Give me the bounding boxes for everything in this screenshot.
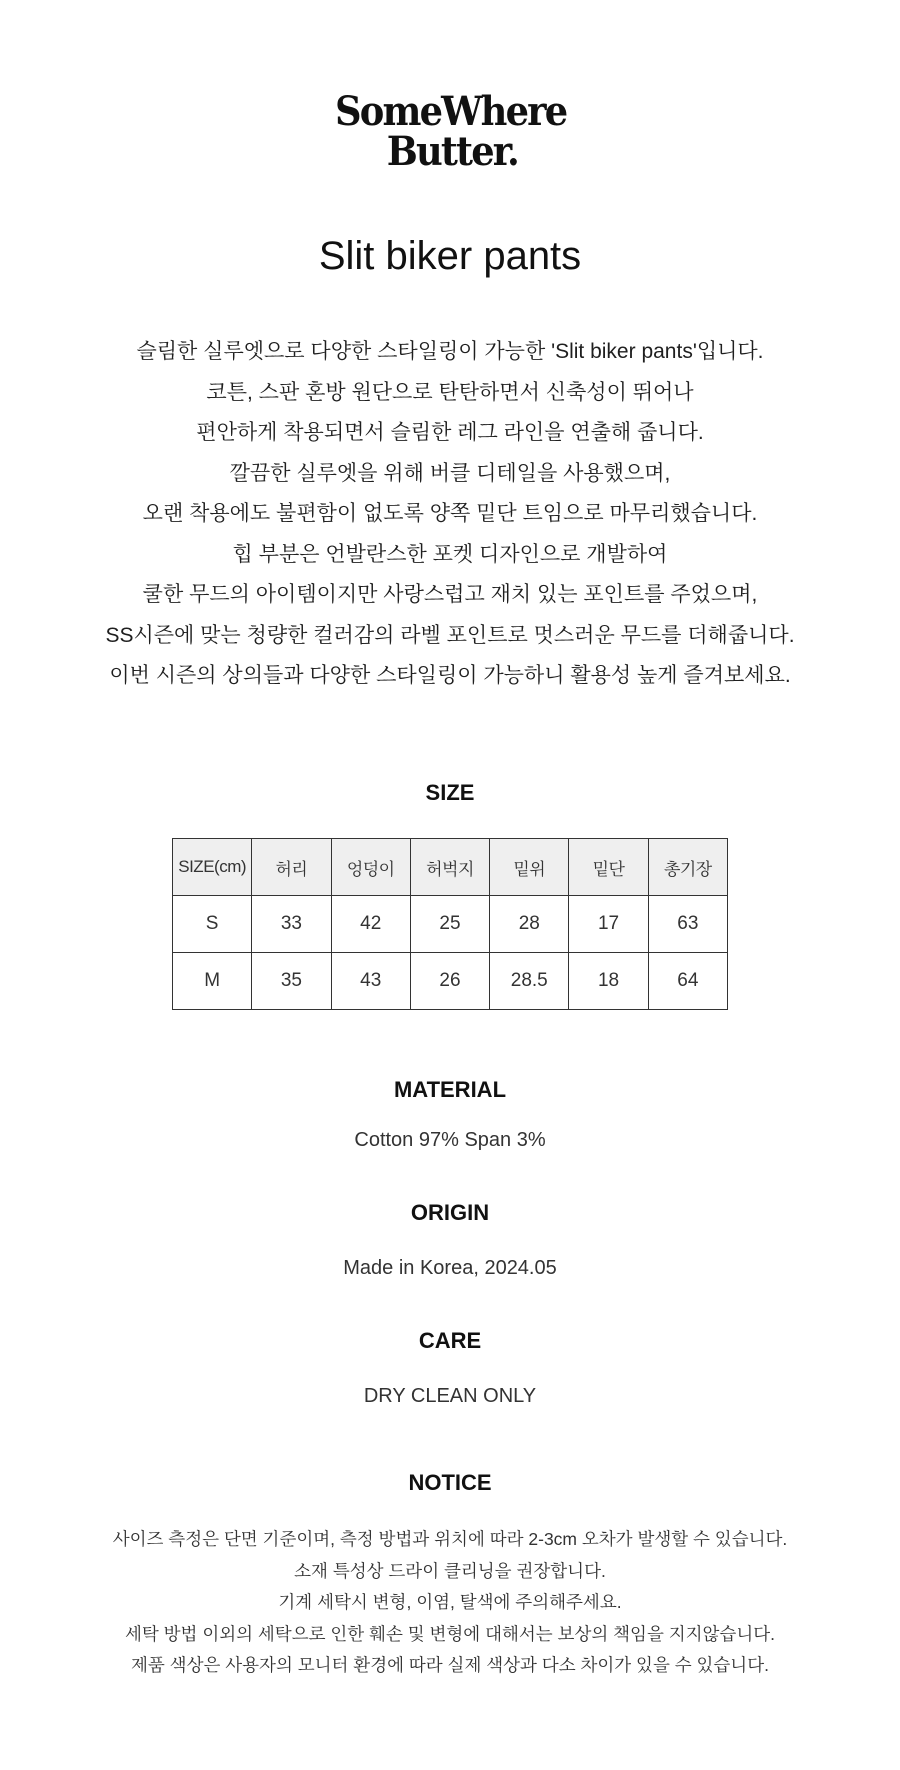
care-heading: CARE — [418, 1328, 482, 1353]
size-table-cell: M — [173, 953, 252, 1010]
size-table-cell: 26 — [410, 953, 489, 1010]
size-table-cell: 28.5 — [490, 953, 569, 1010]
description-line: 이번 시즌의 상의들과 다양한 스타일링이 가능하니 활용성 높게 즐겨보세요. — [109, 664, 791, 687]
size-table-cell: 25 — [410, 896, 489, 953]
size-table-header-cell: 밑단 — [569, 839, 648, 896]
material-heading: MATERIAL — [393, 1077, 507, 1102]
description-line: 오랜 착용에도 불편함이 없도록 양쪽 밑단 트임으로 마무리했습니다. — [142, 502, 758, 525]
size-table-header-cell: 허리 — [252, 839, 331, 896]
notice-heading: NOTICE — [408, 1470, 492, 1495]
notice-line: 소재 특성상 드라이 클리닝을 권장합니다. — [294, 1560, 606, 1581]
size-table-header-row — [173, 839, 728, 896]
brand-logo — [0, 88, 900, 182]
table-row — [173, 896, 728, 953]
notice-line: 기계 세탁시 변형, 이염, 탈색에 주의해주세요. — [278, 1592, 622, 1612]
product-title: Slit biker pants — [318, 234, 582, 278]
notice-line: 제품 색상은 사용자의 모니터 환경에 따라 실제 색상과 다소 차이가 있을 수 있습니다. — [131, 1655, 769, 1675]
size-table-header-cell: 밑위 — [490, 839, 569, 896]
size-table-cell: 28 — [490, 896, 569, 953]
size-table-cell: 33 — [252, 896, 331, 953]
size-table-cell: 17 — [569, 896, 648, 953]
material-text: Cotton 97% Span 3% — [354, 1129, 546, 1151]
size-table-header-cell: 엉덩이 — [331, 839, 410, 896]
product-description — [0, 332, 900, 697]
description-line: 힙 부분은 언발란스한 포켓 디자인으로 개발하여 — [232, 542, 668, 566]
size-table-cell: S — [173, 896, 252, 953]
size-table-header-cell: 총기장 — [648, 839, 727, 896]
description-line: 슬림한 실루엣으로 다양한 스타일링이 가능한 'Slit biker pants'입니다. — [136, 340, 764, 363]
size-table-header-cell: 허벅지 — [410, 839, 489, 896]
notice-list — [0, 1524, 900, 1682]
size-table-header-cell: SIZE(cm) — [173, 839, 252, 896]
notice-line: 사이즈 측정은 단면 기준이며, 측정 방법과 위치에 따라 2-3cm 오차가 발생할 수 있습니다. — [112, 1529, 788, 1549]
table-row — [173, 953, 728, 1010]
description-line: 쿨한 무드의 아이템이지만 사랑스럽고 재치 있는 포인트를 주었으며, — [142, 583, 758, 606]
size-table-cell: 63 — [648, 896, 727, 953]
notice-line: 세탁 방법 이외의 세탁으로 인한 훼손 및 변형에 대해서는 보상의 책임을 지지않습니다. — [124, 1623, 776, 1644]
description-line: 깔끔한 실루엣을 위해 버클 디테일을 사용했으며, — [229, 461, 671, 485]
brand-logo-line1: SomeWhere — [335, 88, 567, 135]
description-line: 편안하게 착용되면서 슬림한 레그 라인을 연출해 줍니다. — [196, 421, 704, 444]
size-table-cell: 42 — [331, 896, 410, 953]
origin-heading: ORIGIN — [410, 1200, 490, 1225]
brand-logo-line2: Butter. — [386, 128, 518, 175]
origin-text: Made in Korea, 2024.05 — [343, 1257, 557, 1279]
size-table-cell: 18 — [569, 953, 648, 1010]
size-table — [172, 838, 728, 1010]
size-table-cell: 64 — [648, 953, 727, 1010]
size-table-cell: 35 — [252, 953, 331, 1010]
care-text: DRY CLEAN ONLY — [363, 1385, 537, 1407]
size-heading: SIZE — [425, 780, 475, 805]
size-table-cell: 43 — [331, 953, 410, 1010]
description-line: SS시즌에 맞는 청량한 컬러감의 라벨 포인트로 멋스러운 무드를 더해줍니다. — [105, 623, 795, 647]
description-line: 코튼, 스판 혼방 원단으로 탄탄하면서 신축성이 뛰어나 — [206, 380, 694, 404]
